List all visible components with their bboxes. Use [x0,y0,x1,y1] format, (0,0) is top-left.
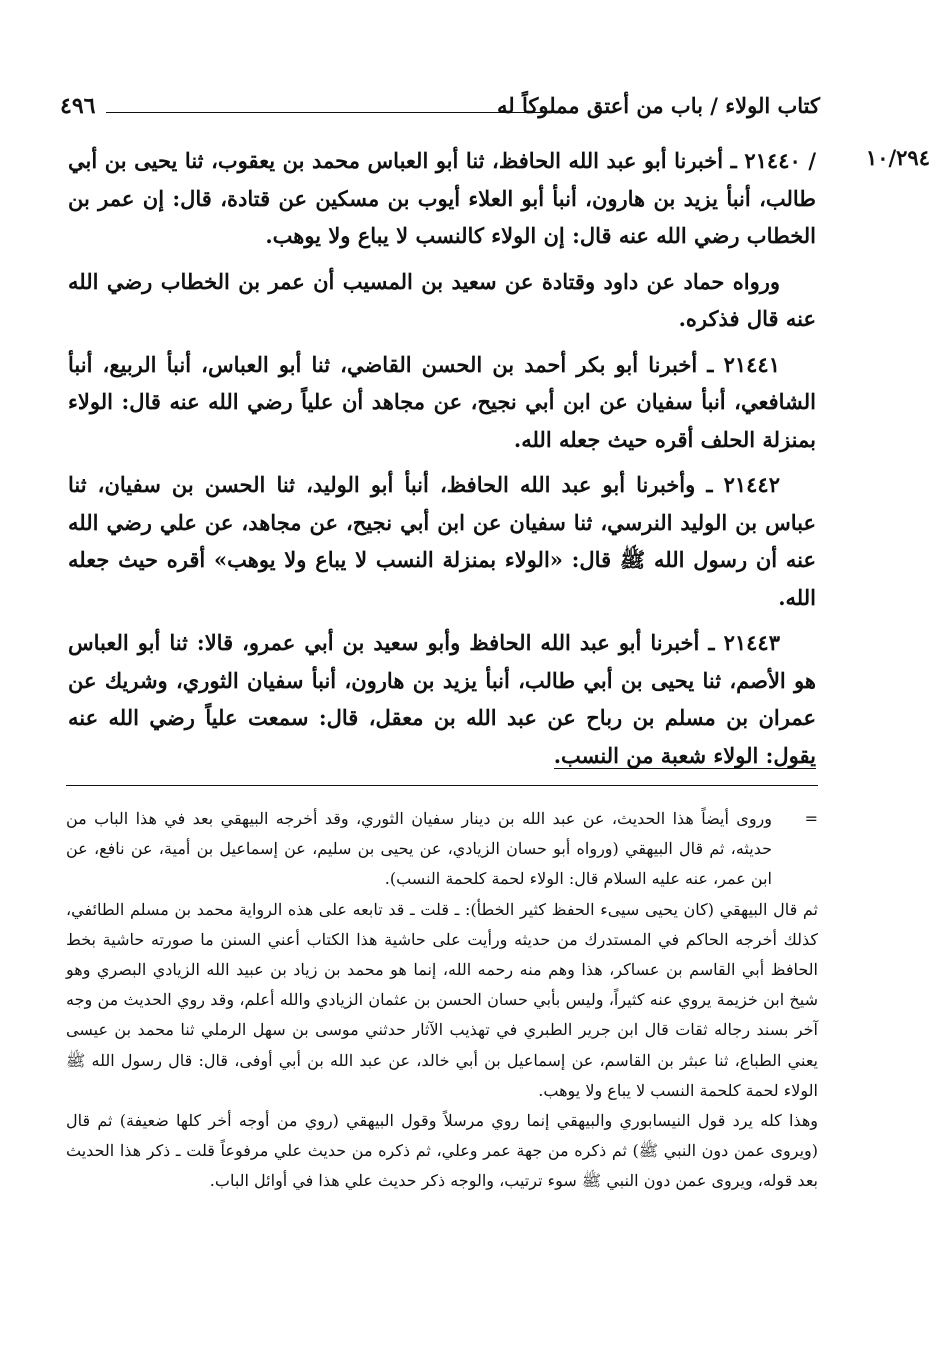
header-rule [106,112,570,113]
header-title: كتاب الولاء / باب من أعتق مملوكاً له [497,93,820,118]
hadith-21443-text: ٢١٤٤٣ ـ أخبرنا أبو عبد الله الحافظ وأبو سعيد بن أبي عمرو، قالا: ثنا أبو العباس هو الأصم، ثنا يحيى بن أبي طالب، أنبأ يزيد بن هارون، أنبأ سفيان الثوري، وشريك عن عمران بن مسلم بن رباح عن عبد الله بن معقل، قال: سمعت علياً رضي الله عنه [68,630,816,730]
running-header [60,93,820,123]
hadith-21442: ٢١٤٤٢ ـ وأخبرنا أبو عبد الله الحافظ، أنبأ أبو الوليد، ثنا الحسن بن سفيان، ثنا عباس بن الوليد النرسي، ثنا سفيان عن ابن أبي نجيح، عن مجاهد، عن علي رضي الله عنه أن رسول الله ﷺ قال: «الولاء بمنزلة النسب لا يباع ولا يوهب» أقره حيث جعله الله. [68,472,816,610]
continuation-mark: = [804,809,818,828]
hadith-21441: ٢١٤٤١ ـ أخبرنا أبو بكر أحمد بن الحسن القاضي، ثنا أبو العباس، أنبأ الربيع، أنبأ الشافعي، أنبأ سفيان عن ابن أبي نجيح، عن مجاهد أن علياً رضي الله عنه قال: الولاء بمنزلة الحلف أقره حيث جعله الله. [68,351,816,452]
main-text [68,142,816,782]
page-number: ٤٩٦ [60,93,96,119]
narration-note: ورواه حماد عن داود وقتادة عن سعيد بن المسيب أن عمر بن الخطاب رضي الله عنه قال فذكره. [68,268,816,331]
hadith-21440: / ٢١٤٤٠ ـ أخبرنا أبو عبد الله الحافظ، ثنا أبو العباس محمد بن يعقوب، ثنا يحيى بن أبي طالب، أنبأ يزيد بن هارون، أنبأ أبو العلاء أيوب بن مسكين عن قتادة، قال: إن عمر بن الخطاب رضي الله عنه قال: إن الولاء كالنسب لا يباع ولا يوهب. [68,148,816,248]
hadith-21443 [68,624,816,774]
hadith-21443-ending: يقول: الولاء شعبة من النسب. [553,742,816,768]
footnote-separator [66,785,818,786]
footnote-text-3: وهذا كله يرد قول النيسابوري والبيهقي إنما روي مرسلاً وقول البيهقي (روي من أوجه أخر كلها ضعيفة) ثم قال (ويروى عمن دون النبي ﷺ) ثم ذكره من جهة عمر وعلي، ثم ذكره من حديث علي مرفوعاً قلت ـ ذكر هذا الحديث بعد قوله، ويروى عمن دون النبي ﷺ سوء ترتيب، والوجه ذكر حديث علي هذا في أوائل الباب. [66,1111,819,1191]
footnote-continuation [66,804,818,895]
footnote-text-2: ثم قال البيهقي (كان يحيى سيىء الحفظ كثير الخطأ): ـ قلت ـ قد تابعه على هذه الرواية محمد بن مسلم الطائفي، كذلك أخرجه الحاكم في المستدرك من حديثه ورأيت على حاشية هذا الكتاب أعني السنن ما صورته حاشية بخط الحافظ أبي القاسم بن عساكر، هذا وهم منه رحمه الله، إنما هو محمد بن زياد بن عبيد الله الزيادي البصري وهو شيخ ابن خزيمة يروي عنه كثيراً، وليس بأبي حسان الحسن بن عثمان الزيادي والله أعلم، وقد روي الحديث من وجه آخر بسند رجاله ثقات قال ابن جرير الطبري في تهذيب الآثار حدثني موسى بن سهل الرملي ثنا محمد بن عيسى يعني الطباع، ثنا عبثر بن القاسم، عن إسماعيل بن أبي خالد، عن عبد الله بن أبي أوفى، قال: قال رسول الله ﷺ الولاء لحمة كلحمة النسب لا يباع ولا يوهب. [66,899,818,1100]
margin-reference: ١٠/٢٩٤ [865,145,930,170]
footnote-text-1: وروى أيضاً هذا الحديث، عن عبد الله بن دينار سفيان الثوري، وقد أخرجه البيهقي بعد في هذا الباب من حديثه، ثم قال البيهقي (ورواه أبو حسان الزيادي، عن يحيى بن سليم، عن إسماعيل بن أمية، عن نافع، عن ابن عمر، عنه عليه السلام قال: الولاء لحمة كلحمة النسب). [66,809,773,889]
footnotes [66,804,818,1197]
